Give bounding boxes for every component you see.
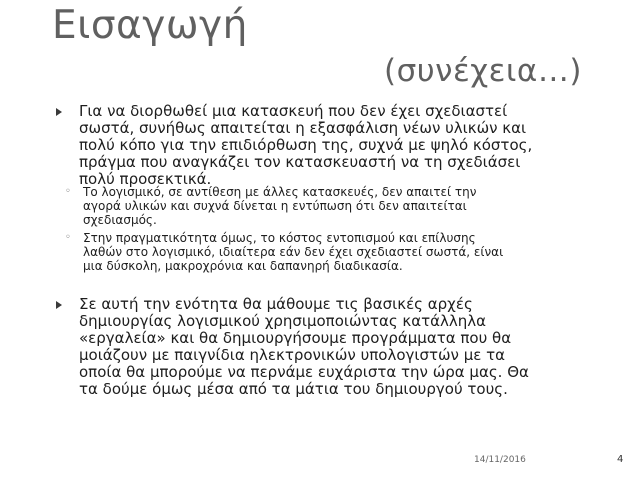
bullet-text-1 [79,103,532,188]
text-line: αγορά υλικών και συχνά δίνεται η εντύπωση ότι δεν απαιτείται [83,199,467,213]
text-line: λαθών στο λογισμικό, ιδιαίτερα εάν δεν έχει σχεδιαστεί σωστά, είναι [83,245,504,259]
text-line: πράγμα που αναγκάζει τον κατασκευαστή να τη σχεδιάσει [79,153,521,171]
bullet-item-2 [56,296,529,398]
circle-bullet-icon: ◦ [65,186,71,197]
sub-bullet-text-2 [83,231,503,273]
text-line: σχεδιασμός. [83,213,157,227]
text-line: Στην πραγματικότητα όμως, το κόστος εντοπισμού και επίλυσης [83,231,476,245]
sub-bullet-2 [65,231,503,273]
sub-bullet-1 [65,185,476,227]
text-line: Το λογισμικό, σε αντίθεση με άλλες κατασκευές, δεν απαιτεί την [83,185,477,199]
text-line: Για να διορθωθεί μια κατασκευή που δεν έχει σχεδιαστεί [79,102,508,120]
text-line: δημιουργίας λογισμικού χρησιμοποιώντας κατάλληλα [79,312,487,330]
arrow-bullet-icon [56,301,62,309]
text-line: «εργαλεία» και θα δημιουργήσουμε προγράμματα που θα [79,329,512,347]
slide-title: Εισαγωγή [52,3,248,48]
text-line: Σε αυτή την ενότητα θα μάθουμε τις βασικές αρχές [79,295,473,313]
bullet-text-2 [79,296,529,398]
arrow-bullet-icon [56,108,62,116]
page-number: 4 [617,454,624,465]
bullet-item-1 [56,103,532,188]
text-line: οποία θα μπορούμε να περνάμε ευχάριστα την ώρα μας. Θα [79,363,529,381]
text-line: μοιάζουν με παιγνίδια ηλεκτρονικών υπολογιστών με τα [79,346,506,364]
text-line: μια δύσκολη, μακροχρόνια και δαπανηρή διαδικασία. [83,259,403,273]
text-line: σωστά, συνήθως απαιτείται η εξασφάλιση νέων υλικών και [79,119,527,137]
circle-bullet-icon: ◦ [65,232,71,243]
footer-date: 14/11/2016 [474,455,526,465]
text-line: τα δούμε όμως μέσα από τα μάτια του δημιουργού τους. [79,380,508,398]
slide-title-continuation: (συνέχεια…) [384,53,582,89]
sub-bullet-text-1 [83,185,476,227]
text-line: πολύ προσεκτικά. [79,170,212,188]
text-line: πολύ κόπο για την επιδιόρθωση της, συχνά με ψηλό κόστος, [79,136,533,154]
